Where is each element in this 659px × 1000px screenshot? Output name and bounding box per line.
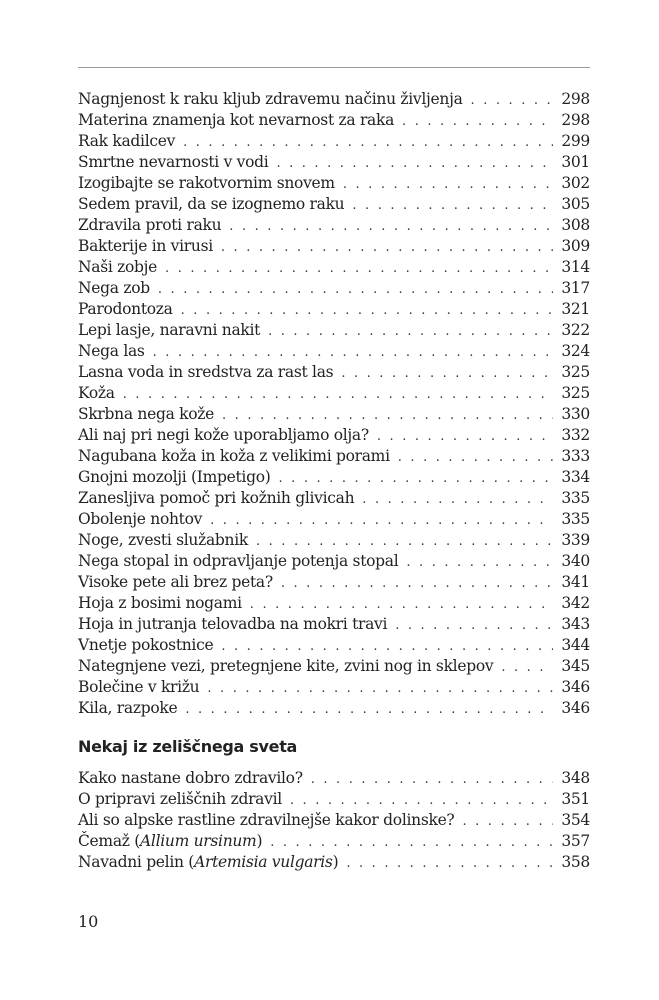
toc-entry-page: 308 [561, 216, 590, 234]
toc-entry-title: Nega zob [78, 279, 150, 297]
toc-entry [78, 488, 590, 509]
toc-entry [78, 194, 590, 215]
toc-entry [78, 131, 590, 152]
toc-entry [78, 215, 590, 236]
dot-leader [250, 594, 554, 615]
toc-entry-title-latin: Artemisia vulgaris [194, 853, 333, 871]
toc-entry-title-post: ) [332, 853, 339, 871]
toc-entry [78, 810, 590, 831]
dot-leader [346, 853, 553, 874]
toc-entry [78, 173, 590, 194]
dot-leader [501, 657, 553, 678]
toc-entry-title: Kila, razpoke [78, 699, 178, 717]
toc-entry [78, 278, 590, 299]
toc-entry-page: 299 [561, 132, 590, 150]
toc-entry-page: 351 [561, 790, 590, 808]
toc-entry-title: Koža [78, 384, 115, 402]
toc-entry-page: 314 [561, 258, 590, 276]
dot-leader [183, 132, 553, 153]
section-heading: Nekaj iz zeliščnega sveta [78, 737, 298, 756]
dot-leader [377, 426, 553, 447]
toc-entry [78, 656, 590, 677]
toc-entry-page: 345 [561, 657, 590, 675]
toc-entry [78, 236, 590, 257]
toc-entry-page: 348 [561, 769, 590, 787]
toc-entry-page: 322 [561, 321, 590, 339]
toc-entry-title: Noge, zvesti služabnik [78, 531, 248, 549]
toc-entry-page: 342 [561, 594, 590, 612]
toc-entry [78, 110, 590, 131]
dot-leader [290, 790, 553, 811]
toc-entry-page: 330 [561, 405, 590, 423]
toc-entry-page: 343 [561, 615, 590, 633]
toc-entry [78, 789, 590, 810]
toc-list-section [78, 768, 590, 873]
toc-entry-page: 346 [561, 678, 590, 696]
dot-leader [281, 573, 553, 594]
toc-entry-page: 324 [561, 342, 590, 360]
toc-entry-title: Nega las [78, 342, 145, 360]
toc-entry-title-pre: Čemaž ( [78, 832, 141, 850]
toc-entry-title: Visoke pete ali brez peta? [78, 573, 273, 591]
toc-entry-page: 358 [561, 853, 590, 871]
toc-entry-title: Rak kadilcev [78, 132, 176, 150]
toc-entry-page: 346 [561, 699, 590, 717]
toc-entry-page: 354 [561, 811, 590, 829]
toc-entry-page: 344 [561, 636, 590, 654]
dot-leader [362, 489, 553, 510]
toc-entry-page: 339 [561, 531, 590, 549]
dot-leader [462, 811, 553, 832]
toc-entry-page: 298 [561, 111, 590, 129]
toc-entry [78, 362, 590, 383]
toc-entry-title: Skrbna nega kože [78, 405, 215, 423]
toc-entry [78, 467, 590, 488]
toc-entry-page: 317 [561, 279, 590, 297]
toc-entry-title: Gnojni mozolji (Impetigo) [78, 468, 271, 486]
toc-entry-title: Naši zobje [78, 258, 158, 276]
dot-leader [279, 468, 554, 489]
toc-entry-title: Hoja in jutranja telovadba na mokri travi [78, 615, 388, 633]
toc-entry [78, 593, 590, 614]
toc-entry [78, 551, 590, 572]
dot-leader [398, 447, 554, 468]
dot-leader [222, 405, 553, 426]
toc-entry-title: Lepi lasje, naravni nakit [78, 321, 261, 339]
toc-entry-page: 335 [561, 489, 590, 507]
toc-entry-page: 333 [561, 447, 590, 465]
toc-entry [78, 89, 590, 110]
toc-entry-title: Parodontoza [78, 300, 173, 318]
toc-entry-title [78, 831, 270, 852]
toc-entry-page: 309 [561, 237, 590, 255]
toc-entry-page: 357 [561, 832, 590, 850]
toc-entry-page: 302 [561, 174, 590, 192]
toc-entry-page: 341 [561, 573, 590, 591]
toc-entry [78, 698, 590, 719]
dot-leader [471, 90, 554, 111]
dot-leader [402, 111, 553, 132]
toc-entry-page: 298 [561, 90, 590, 108]
toc-entry [78, 425, 590, 446]
toc-entry [78, 257, 590, 278]
toc-entry [78, 320, 590, 341]
toc-entry-title: Vnetje pokostnice [78, 636, 214, 654]
dot-leader [276, 153, 553, 174]
header-rule [78, 67, 590, 68]
toc-entry-title: Kako nastane dobro zdravilo? [78, 769, 303, 787]
toc-entry [78, 383, 590, 404]
toc-entry-title: Bakterije in virusi [78, 237, 213, 255]
toc-entry-page: 335 [561, 510, 590, 528]
toc-entry [78, 299, 590, 320]
toc-entry-page: 305 [561, 195, 590, 213]
toc-entry-title: Zanesljiva pomoč pri kožnih glivicah [78, 489, 355, 507]
dot-leader [153, 342, 554, 363]
toc-entry [78, 852, 590, 873]
toc-entry-title: O pripravi zeliščnih zdravil [78, 790, 282, 808]
toc-entry-page: 325 [561, 384, 590, 402]
toc-entry-page: 301 [561, 153, 590, 171]
toc-entry-title-latin: Allium ursinum [140, 832, 257, 850]
toc-entry-title: Nega stopal in odpravljanje potenja stopal [78, 552, 399, 570]
dot-leader [221, 636, 553, 657]
toc-entry-page: 325 [561, 363, 590, 381]
toc-entry [78, 831, 590, 852]
toc-entry-title: Nagubana koža in koža z velikimi porami [78, 447, 390, 465]
toc-entry-title: Nagnjenost k raku kljub zdravemu načinu življenja [78, 90, 463, 108]
dot-leader [270, 832, 553, 853]
toc-entry-title: Sedem pravil, da se izognemo raku [78, 195, 345, 213]
dot-leader [165, 258, 553, 279]
toc-entry-page: 334 [561, 468, 590, 486]
toc-entry-page: 332 [561, 426, 590, 444]
toc-entry-title: Izogibajte se rakotvornim snovem [78, 174, 335, 192]
toc-entry-title: Zdravila proti raku [78, 216, 222, 234]
toc-entry [78, 677, 590, 698]
toc-entry [78, 341, 590, 362]
toc-entry [78, 572, 590, 593]
toc-entry [78, 509, 590, 530]
toc-entry [78, 404, 590, 425]
dot-leader [341, 363, 553, 384]
toc-list-main [78, 89, 590, 719]
toc-entry-title: Lasna voda in sredstva za rast las [78, 363, 334, 381]
dot-leader [268, 321, 553, 342]
dot-leader [123, 384, 554, 405]
toc-entry [78, 152, 590, 173]
toc-entry [78, 635, 590, 656]
dot-leader [210, 510, 553, 531]
toc-entry [78, 614, 590, 635]
toc-entry-title: Hoja z bosimi nogami [78, 594, 242, 612]
dot-leader [229, 216, 553, 237]
toc-entry-title: Ali naj pri negi kože uporabljamo olja? [78, 426, 369, 444]
toc-entry-title: Materina znamenja kot nevarnost za raka [78, 111, 395, 129]
dot-leader [406, 552, 553, 573]
toc-entry [78, 446, 590, 467]
toc-entry-title-pre: Navadni pelin ( [78, 853, 195, 871]
dot-leader [256, 531, 553, 552]
toc-entry-title: Nategnjene vezi, pretegnjene kite, zvini nog in sklepov [78, 657, 494, 675]
dot-leader [185, 699, 553, 720]
dot-leader [221, 237, 553, 258]
toc-entry-title [78, 852, 346, 873]
toc-entry-page: 321 [561, 300, 590, 318]
dot-leader [343, 174, 553, 195]
toc-entry-title: Ali so alpske rastline zdravilnejše kakor dolinske? [78, 811, 455, 829]
toc-entry [78, 768, 590, 789]
toc-entry-title-post: ) [256, 832, 263, 850]
dot-leader [207, 678, 553, 699]
toc-entry-title: Obolenje nohtov [78, 510, 203, 528]
toc-entry-title: Bolečine v križu [78, 678, 200, 696]
dot-leader [311, 769, 554, 790]
dot-leader [158, 279, 553, 300]
dot-leader [395, 615, 553, 636]
dot-leader [352, 195, 553, 216]
toc-entry [78, 530, 590, 551]
toc-entry-title: Smrtne nevarnosti v vodi [78, 153, 269, 171]
dot-leader [181, 300, 554, 321]
page-number: 10 [78, 912, 99, 931]
toc-entry-page: 340 [561, 552, 590, 570]
